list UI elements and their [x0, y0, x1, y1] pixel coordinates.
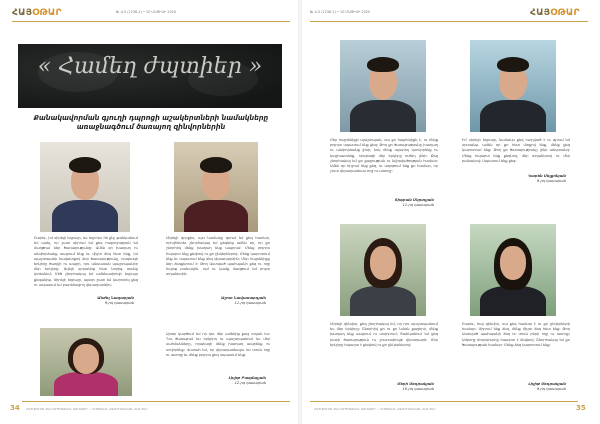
student-photo	[174, 142, 258, 232]
student-letter: Սիրելի զորքիս, այս նամակը գրում եմ քեզ համար, որովհետեւ շնորհակալ եմ քեզնից ամեն օր, որ քո շնորհիվ մենք խաղաղ ենք ապրում: Մենք բոլորս հպարտ ենք քեզնով ու քո ընկերներով: Մենք կարոտում ենք եւ սպասում ենք ձեզ վերադարձին: Մեր հայրենիքը ձեր ձեռքերում է: Թող Աստված պահպանի քեզ ու ողջ հայոց բանակին. ուժ ու կամք մաղթում եմ բոլոր տղաներին:	[166, 236, 270, 277]
footer-rule	[310, 401, 578, 402]
student-photo	[40, 142, 130, 232]
footer-text: ՀԱՅ ՓՈՒՍՏ ՀԱՆՐԱՊԵՏԱԿԱՆ ԱՄՍԱԳԻՐ • ԿՐԹԱԿԱՆ ՀԱՍԱՐԱԿԱԿԱՆ ՀԱՆԴԵՍ	[314, 407, 436, 411]
student-photo	[340, 224, 426, 316]
student-letter: Բարեւ, հայ զինվոր, սա քեզ համար է ու քո ընկերների համար: Սիրում ենք ձեզ, մենք միշտ ձեզ հետ ենք: Թող Աստված պահպանի ձեզ ու տուն բերի ողջ ու առողջ: Ամբողջ ժողովուրդը հպարտ է ձեզնով: Շնորհակալ եմ քո ծառայության համար: Մենք ձեզ կարոտում ենք:	[462, 322, 570, 347]
article-headline: Քանակավորման գյուղի դպրոցի աշակերտների նամակները առաջնագծում ծառայող զինվորներին	[33, 114, 269, 131]
student-photo	[40, 328, 132, 396]
student-photo	[340, 40, 426, 132]
student-signature: Մերի Սեդրակյան 10-րդ դասարան	[397, 382, 434, 391]
footer-rule	[22, 401, 290, 402]
footer-text: ՀԱՅ ՓՈՒՍՏ ՀԱՆՐԱՊԵՏԱԿԱՆ ԱՄՍԱԳԻՐ • ԿՐԹԱԿԱՆ ՀԱՍԱՐԱԿԱԿԱՆ ՀԱՆԴԵՍ	[26, 407, 148, 411]
student-letter: Իմ սիրելի եղբայր, նամակս քեզ ուղղված է ու գրում եմ սրտանց. ամեն օր քո հետ մտքով ենք, մենք քեզ կարոտում ենք: Թող քո ծառայությունը լինի անվտանգ: Մենք հպարտ ենք քեզնով, մեր տղաներով ու մեր բանակով: Սպասում ենք քեզ:	[462, 138, 570, 163]
student-signature: Լիլիթ Սեդրակյան 9-րդ դասարան	[528, 382, 566, 391]
left-page	[6, 6, 296, 418]
student-photo	[470, 224, 556, 316]
student-photo	[470, 40, 556, 132]
student-letter: Մեր հայրենիքի պաշտպան, սա քո հայրենիքն է, ու մենք բոլորս սպասում ենք քեզ: Թող քո ծառայությունը խաղաղ ու անփորձանք լինի, իսկ մենք այստեղ կսովորենք ու կաշխատենք, որպեսզի մեր երկիրը ուժեղ լինի: Քեզ շնորհակալ եմ քո քաջության ու նվիրվածության համար: Ամեն օր հիշում ենք քեզ, ու աղոթում ենք քո համար, որ շուտ վերադառնաս ողջ ու առողջ:	[330, 138, 438, 174]
header-rule	[12, 21, 290, 22]
issue-line: № 4-5 (1236-1) • 10 ՄԱՅԻՍԻ 2020	[116, 10, 177, 14]
right-page	[304, 6, 594, 418]
student-signature: Կարեն Մելքոնյան 9-րդ դասարան	[528, 174, 566, 183]
header-rule	[310, 21, 588, 22]
student-letter: Սիրելի զինվոր, քեզ շնորհակալ եմ, որ դու պաշտպանում ես մեր երկիրը: Շնորհիվ քո ու քո նման քաջերի, մենք խաղաղ ենք ապրում ու սովորում: Ցանկանում եմ քեզ բարի ծառայություն ու շուտափույթ վերադարձ: Մեր երկիրը հպարտ է քեզնով ու քո ընկերներով:	[330, 322, 438, 347]
issue-line: № 4-5 (1236-1) • 10 ՄԱՅԻՍԻ 2020	[310, 10, 371, 14]
student-letter: Բարեւ, իմ սիրելի եղբայր, ես եղբորս հե քնչ ցանկանում եմ ասել, որ շատ սիրում եմ քեզ հաջողություն եմ մաղթում ձեր ծառայությանը: Ամեն օր խաղաղ ու անփորձանք ապրում ենք եւ միշտ ձեզ հետ ենք, իմ պաշտպանի հավատքով ձեր ծառայությունը, որպեսզի երկիրը ծաղկի ու ապրի, դու անսասան պաշտպանիր մեր երկիրը: Ավելի զորանից հետ նորից տանը կտեսնեմ: Մեծ շնորհակալ եմ ամենասիրելի եղբայր քեզանից. Սիրելի եղբայր, այսօր շատ եմ կարոտել քեզ ու սպասում եմ բարեհաջող վերադարձիդ:	[34, 236, 138, 287]
student-signature: Լիլիթ Բազմաչյան 12-րդ դասարան	[228, 376, 266, 385]
student-signature: Անժել Նազարյան 9-րդ դասարան	[97, 296, 134, 305]
page-gutter	[298, 0, 302, 424]
student-signature: Աշոտ Նավասարդյան 11-րդ դասարան	[221, 296, 266, 305]
chalkboard-text: « Համեղ ժպտիեր »	[37, 54, 263, 79]
student-signature: Տիգրան Մկրտչյան 11-րդ դասարան	[394, 198, 434, 207]
masthead-logo: ՀԱՅՕԹԱՐ	[530, 8, 580, 18]
masthead-logo: ՀԱՅՕԹԱՐ	[12, 8, 62, 18]
page-number: 35	[576, 404, 586, 412]
student-letter: Այսօր կարծում եմ որ դու մեր ամենից քաջ տղան ես: Դու ծառայում ես երկրիդ ու պաշտպանում ես մեր սահմանները, որպեսզի մենք խաղաղ ապրենք ու սովորենք: Վստահ եմ, որ վերադառնալու ես տուն ողջ ու առողջ եւ մենք բոլորս քեզ սպասում ենք:	[166, 332, 270, 357]
chalkboard-photo	[18, 44, 282, 108]
page-number: 34	[10, 404, 20, 412]
